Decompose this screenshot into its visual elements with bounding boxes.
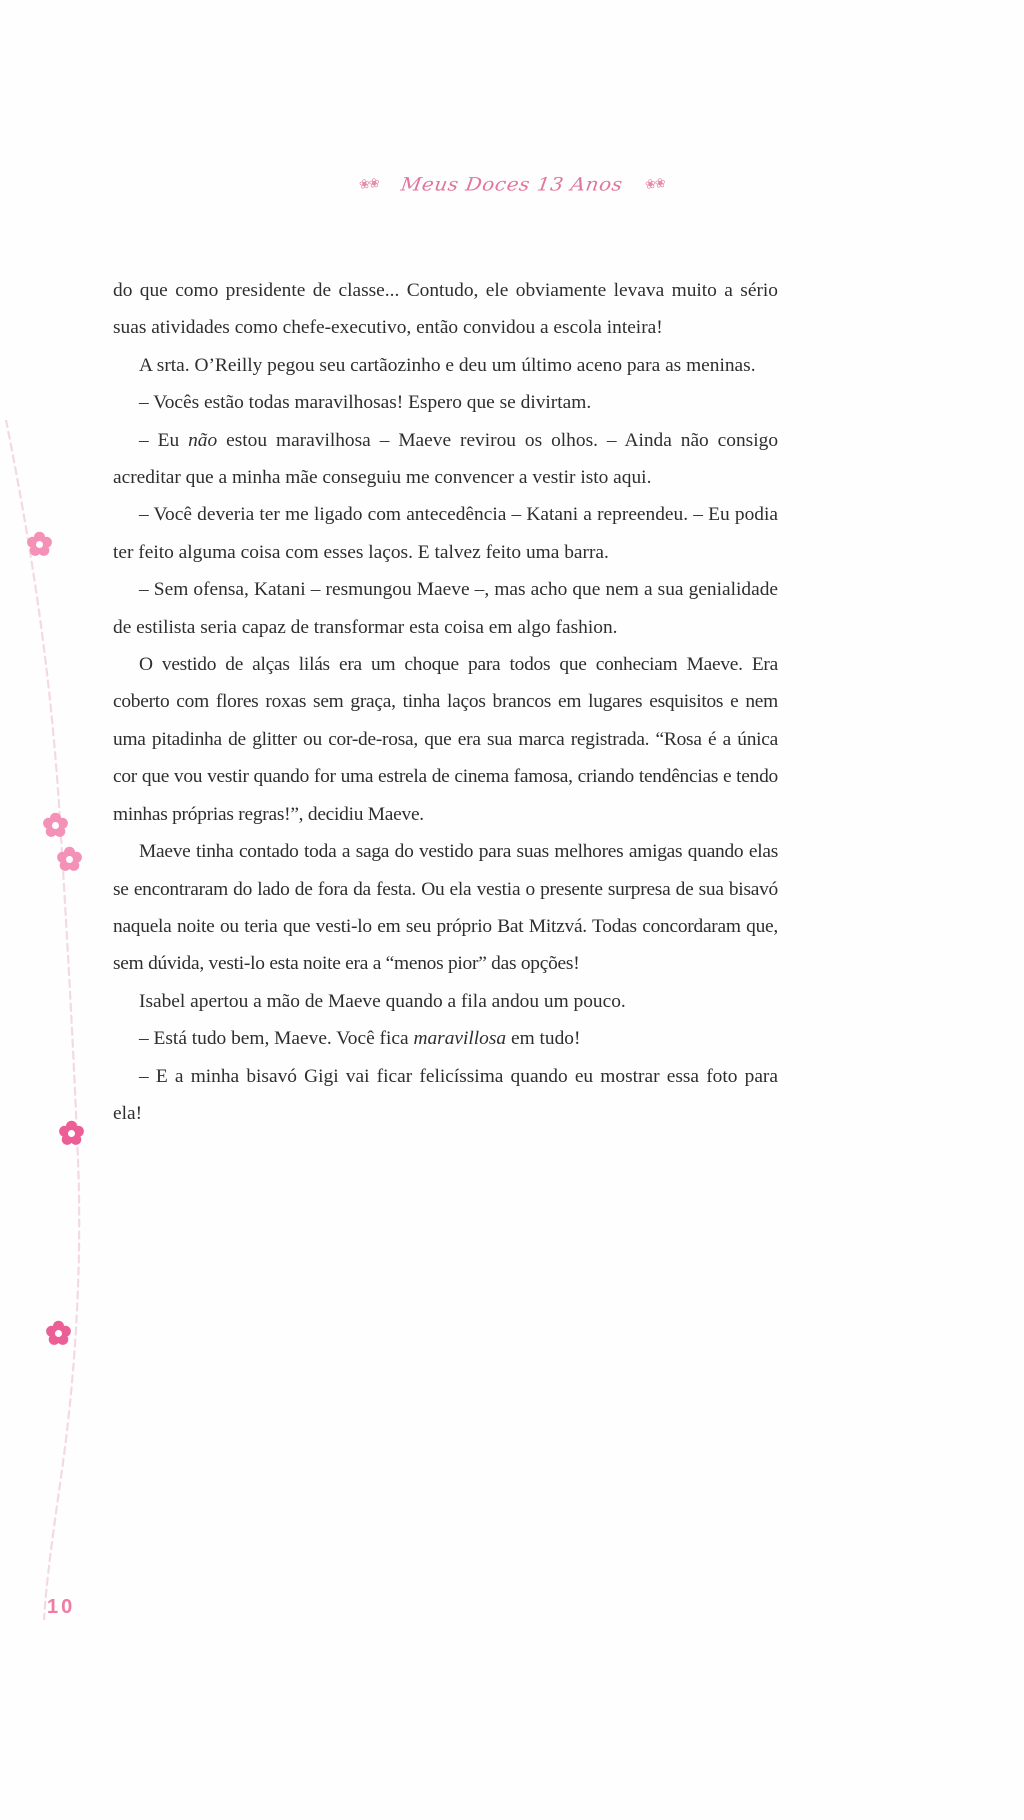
- flower-ornament-icon: [42, 812, 68, 838]
- dialogue-line: – Sem ofensa, Katani – resmungou Maeve –, mas acho que nem a sua genialidade de estilista seria capaz de transformar esta coisa em algo fashion.: [113, 579, 778, 638]
- dialogue-text-after: estou maravilhosa – Maeve revirou os olhos. – Ainda não consigo acreditar que a minha mãe conseguiu me convencer a vestir isto aqui.: [113, 429, 779, 489]
- dialogue-line: – Você deveria ter me ligado com antecedência – Katani a repreendeu. – Eu podia ter feito alguma coisa com esses laços. E talvez feito uma barra.: [113, 504, 778, 563]
- vine-stem-icon: [0, 420, 130, 1620]
- dialogue-text-before: – Eu: [139, 429, 189, 451]
- paragraph: Isabel apertou a mão de Maeve quando a fila andou um pouco.: [139, 990, 626, 1012]
- running-head-title: Meus Doces 13 Anos: [399, 172, 625, 196]
- flower-ornament-icon-right: ❀❀: [644, 175, 666, 192]
- paragraph: do que como presidente de classe... Contudo, ele obviamente levava muito a sério suas atividades como chefe-executivo, então convidou a escola inteira!: [113, 280, 778, 339]
- emphasis-word: não: [188, 429, 218, 451]
- dialogue-line: [113, 1020, 778, 1057]
- dialogue-line: – E a minha bisavó Gigi vai ficar felicíssima quando eu mostrar essa foto para ela!: [113, 1065, 778, 1124]
- running-head: [0, 172, 1024, 196]
- paragraph: O vestido de alças lilás era um choque para todos que conheciam Maeve. Era coberto com flores roxas sem graça, tinha laços brancos em lugares esquisitos e nem uma pitadinha de glitter ou cor-de-rosa, que era sua marca registrada. “Rosa é a única cor que vou vestir quando for uma estrela de cinema famosa, criando tendências e tendo minhas próprias regras!”, decidiu Maeve.: [113, 654, 778, 825]
- dialogue-line: [113, 422, 778, 497]
- flower-ornament-icon: [58, 1120, 84, 1146]
- body-text-column: [113, 272, 778, 1132]
- margin-vine-decoration: [0, 420, 130, 1620]
- flower-ornament-icon: [45, 1320, 71, 1346]
- emphasis-word: maravillosa: [413, 1028, 507, 1050]
- paragraph: Maeve tinha contado toda a saga do vestido para suas melhores amigas quando elas se encontraram do lado de fora da festa. Ou ela vestia o presente surpresa de sua bisavó naquela noite ou teria que vesti-lo em seu próprio Bat Mitzvá. Todas concordaram que, sem dúvida, vesti-lo esta noite era a “menos pior” das opções!: [113, 841, 778, 975]
- flower-ornament-icon-left: ❀❀: [358, 175, 380, 192]
- dialogue-text-before: – Está tudo bem, Maeve. Você fica: [139, 1028, 414, 1050]
- paragraph: A srta. O’Reilly pegou seu cartãozinho e deu um último aceno para as meninas.: [139, 354, 756, 376]
- flower-ornament-icon: [58, 848, 80, 870]
- flower-ornament-icon: [28, 533, 50, 555]
- page-number: 10: [47, 1596, 76, 1618]
- dialogue-text-after: em tudo!: [506, 1028, 581, 1050]
- dialogue-line: – Vocês estão todas maravilhosas! Espero que se divirtam.: [139, 392, 592, 414]
